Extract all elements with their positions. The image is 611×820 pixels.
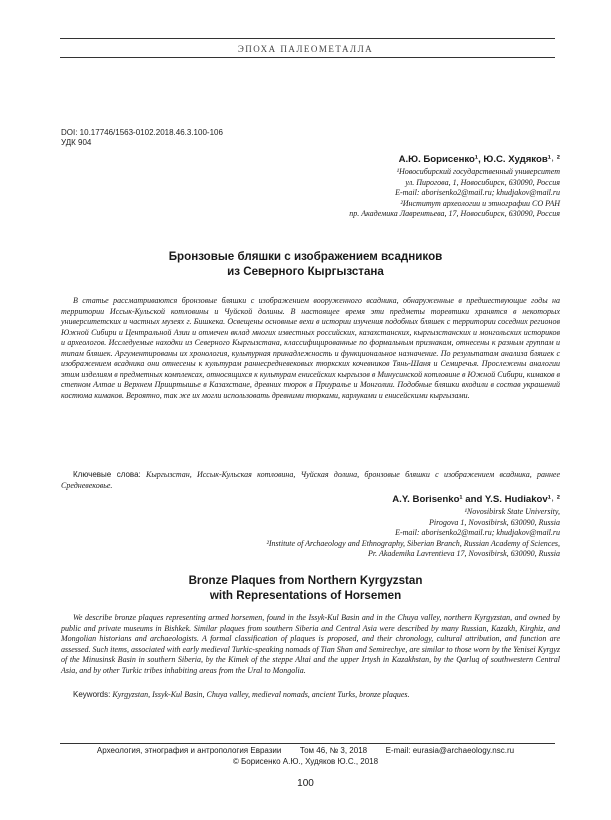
abstract-en-text: We describe bronze plaques representing armed horsemen, found in the Issyk-Kul Basin and in the Chuya valley, northern Kyrgyzstan, and owned by public and private museums in Bishkek. Similar plaques from southern Siberia and Central Asia were described by many Russian, Kazakh, Kirghiz, and Mongolian historians and archaeologists. A formal classification of plaques is proposed, and their chronology, cultural attribution, and function are assessed. Such items, associated with early medieval Turkic-speaking nomads of Tian Shan and Semirechye, are similar to those worn by the Yenisei Kyrgyz of the Minusinsk Basin in southern Siberia, by the Kimek of the steppe Altai and the upper Irtysh in Kazakhstan, by the Qarluq of southwestern Central Asia, and by other Turkic tribes inhabiting areas from the Ural to Mongolia. <box>61 613 560 675</box>
authors-en: A.Y. Borisenko¹ and Y.S. Hudiakov¹˒ ² <box>392 494 560 505</box>
affiliation-line: ¹Novosibirsk State University, <box>464 507 560 516</box>
title-ru <box>0 249 611 279</box>
page-number: 100 <box>297 778 314 789</box>
footer-journal: Археология, этнография и антропология Евразии <box>96 746 282 755</box>
authors-ru: А.Ю. Борисенко¹, Ю.С. Худяков¹˒ ² <box>398 154 560 165</box>
affiliation-line: ¹Новосибирский государственный университет <box>396 167 560 176</box>
affiliations-ru <box>349 167 560 220</box>
title-en-line1: Bronze Plaques from Northern Kyrgyzstan <box>188 574 423 587</box>
udc: УДК 904 <box>61 138 92 147</box>
section-title: ЭПОХА ПАЛЕОМЕТАЛЛА <box>237 44 374 54</box>
affiliation-line: Pirogova 1, Novosibirsk, 630090, Russia <box>428 517 560 527</box>
footer-email: E-mail: eurasia@archaeology.nsc.ru <box>385 746 515 755</box>
affiliation-line: Pr. Akademika Lavrentieva 17, Novosibirsk, 630090, Russia <box>368 549 560 559</box>
title-en-line2: with Representations of Horsemen <box>209 589 402 602</box>
affiliation-line: E-mail: aborisenko2@mail.ru; khudjakov@mail.ru <box>395 188 560 198</box>
header-rule-bottom <box>60 57 555 58</box>
header-rule-top <box>60 38 555 39</box>
doi: DOI: 10.17746/1563-0102.2018.46.3.100-106 <box>61 128 223 137</box>
affiliation-line: ул. Пирогова, 1, Новосибирск, 630090, Россия <box>405 177 560 187</box>
footer-rule <box>60 743 555 744</box>
footer-volume: Том 46, № 3, 2018 <box>299 746 368 755</box>
affiliation-line: ²Institute of Archaeology and Ethnography, Siberian Branch, Russian Academy of Sciences, <box>266 538 560 548</box>
footer-journal-line <box>0 746 611 755</box>
affiliation-line: ²Институт археологии и этнографии СО РАН <box>400 198 560 208</box>
keywords-en-text: Kyrgyzstan, Issyk-Kul Basin, Chuya valley, medieval nomads, ancient Turks, bronze plaques. <box>112 690 410 699</box>
keywords-ru-text: Кыргызстан, Иссык-Кульская котловина, Чуйская долина, бронзовые бляшки с изображением всадника, раннее Средневековье. <box>61 470 561 490</box>
keywords-ru <box>61 470 560 491</box>
title-ru-line1: Бронзовые бляшки с изображением всадников <box>168 250 443 263</box>
abstract-en <box>61 613 560 676</box>
keywords-ru-label: Ключевые слова: <box>73 470 141 479</box>
affiliation-line: E-mail: aborisenko2@mail.ru; khudjakov@mail.ru <box>395 528 560 538</box>
affiliation-line: пр. Академика Лаврентьева, 17, Новосибирск, 630090, Россия <box>349 209 560 219</box>
abstract-ru-text: В статье рассматриваются бронзовые бляшки с изображением вооруженного всадника, обнаруженные в предшествующие годы на территории Иссык-Кульской котловины и Чуйской долины. В настоящее время эти предметы торевтики хранятся в некоторых университетских и частных музеях г. Бишкека. Освещены основные вехи в истории изучения подобных бляшек с территории соседних регионов Южной Сибири и Центральной Азии и отмечен вклад многих известных российских, казахстанских, кыргызстанских и монгольских историков и археологов. Исследуемые находки из Северного Кыргызстана, классифицированные по формальным признакам, отнесены к разным группам и типам бляшек. Аргументированы их хронология, культурная принадлежность и функциональное назначение. По результатам анализа бляшек с изображением всадника они отнесены к культурам раннесредневековых тюркских кочевников Тянь-Шаня и Семиречья. Прослежены аналогии этим изделиям в предметных комплексах, относящихся к культурам енисейских кыргызов в Минусинской котловине в Южной Сибири, кимаков в степном Алтае и Верхнем Прииртышье в Казахстане, древних тюрок в Приуралье и Монголии. Подобные бляшки входили в состав украшений костюма кимаков. Вероятно, так же их могли использовать древними тюрками, карлуками и енисейскими кыргызами. <box>61 296 560 400</box>
footer-copyright: © Борисенко А.Ю., Худяков Ю.С., 2018 <box>232 757 379 766</box>
title-ru-line2: из Северного Кыргызстана <box>227 265 384 278</box>
title-en <box>0 573 611 603</box>
affiliations-en <box>266 507 560 560</box>
keywords-en <box>61 690 560 701</box>
keywords-en-label: Keywords: <box>73 690 111 699</box>
abstract-ru <box>61 296 560 401</box>
